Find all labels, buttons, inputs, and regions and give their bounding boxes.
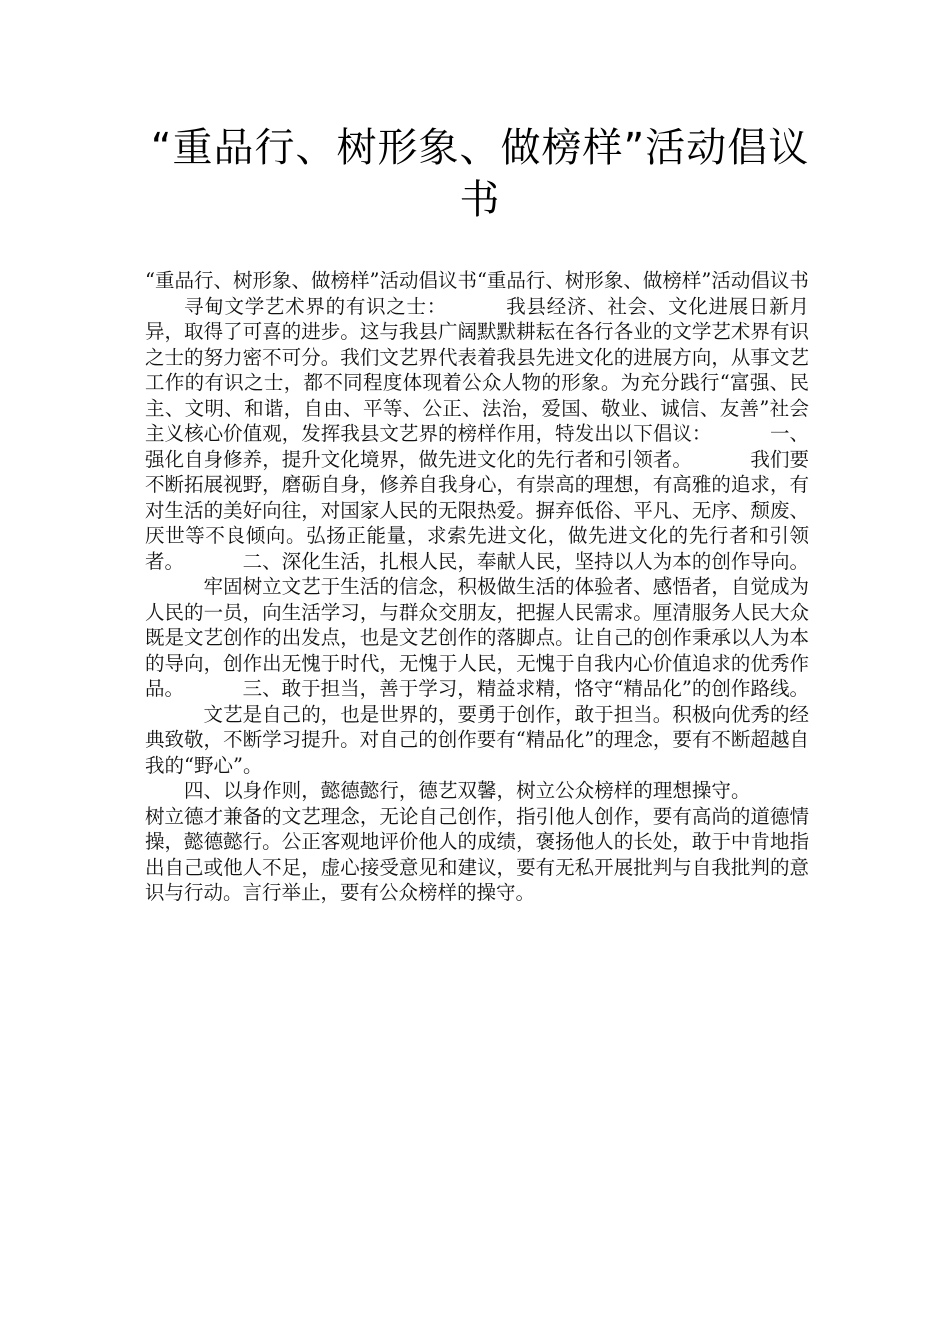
section-heading-2: 二、深化生活，扎根人民，奉献人民，坚持以人为本的创作导向。 [242, 549, 809, 573]
section-heading-1: 一、强化自身修养，提升文化境界，做先进文化的先行者和引领者。 [145, 422, 809, 471]
section-body-3: 文艺是自己的，也是世界的，要勇于创作，敢于担当。积极向优秀的经典致敬，不断学习提升。对自己的创作要有“精品化”的理念，要有不断超越自我的“野心”。 [145, 702, 809, 777]
section-body-1: 我们要不断拓展视野，磨砺自身，修养自我身心，有崇高的理想，有高雅的追求，有对生活的美好向往，对国家人民的无限热爱。摒弃低俗、平凡、无序、颓废、厌世等不良倾向。弘扬正能量，求索先进文化，做先进文化的先行者和引领者。 [145, 447, 809, 573]
document-title: “重品行、树形象、做榜样”活动倡议书 [150, 125, 810, 223]
paragraph-block-2 [145, 778, 809, 906]
section-body-4: 树立德才兼备的文艺理念，无论自己创作，指引他人创作，要有高尚的道德情操，懿德懿行。公正客观地评价他人的成绩，褒扬他人的长处，敢于中肯地指出自己或他人不足，虚心接受意见和建议，要有无私开展批判与自我批判的意识与行动。言行举止，要有公众榜样的操守。 [145, 804, 809, 904]
section-heading-3: 三、敢于担当，善于学习，精益求精，恪守“精品化”的创作路线。 [242, 677, 809, 700]
paragraph-block-1 [145, 294, 809, 779]
section-heading-4: 四、以身作则，懿德懿行，德艺双馨，树立公众榜样的理想操守。 [184, 779, 751, 802]
lead-line: “重品行、树形象、做榜样”活动倡议书“重品行、树形象、做榜样”活动倡议书 [145, 269, 809, 292]
salutation: 寻甸文学艺术界的有识之士： [184, 294, 448, 318]
document-body [145, 268, 809, 906]
section-body-2: 牢固树立文艺于生活的信念，积极做生活的体验者、感悟者，自觉成为人民的一员，向生活学习，与群众交朋友，把握人民需求。厘清服务人民大众既是文艺创作的出发点，也是文艺创作的落脚点。让自己的创作秉承以人为本的导向，创作出无愧于时代，无愧于人民，无愧于自我内心价值追求的优秀作品。 [145, 575, 809, 700]
intro-paragraph: 我县经济、社会、文化进展日新月异，取得了可喜的进步。这与我县广阔默默耕耘在各行各业的文学艺术界有识之士的努力密不可分。我们文艺界代表着我县先进文化的进展方向，从事文艺工作的有识之士，都不同程度体现着公众人物的形象。为充分践行“富强、民主、文明、和谐，自由、平等、公正、法治，爱国、敬业、诚信、友善”社会主义核心价值观，发挥我县文艺界的榜样作用，特发出以下倡议： [145, 294, 809, 445]
